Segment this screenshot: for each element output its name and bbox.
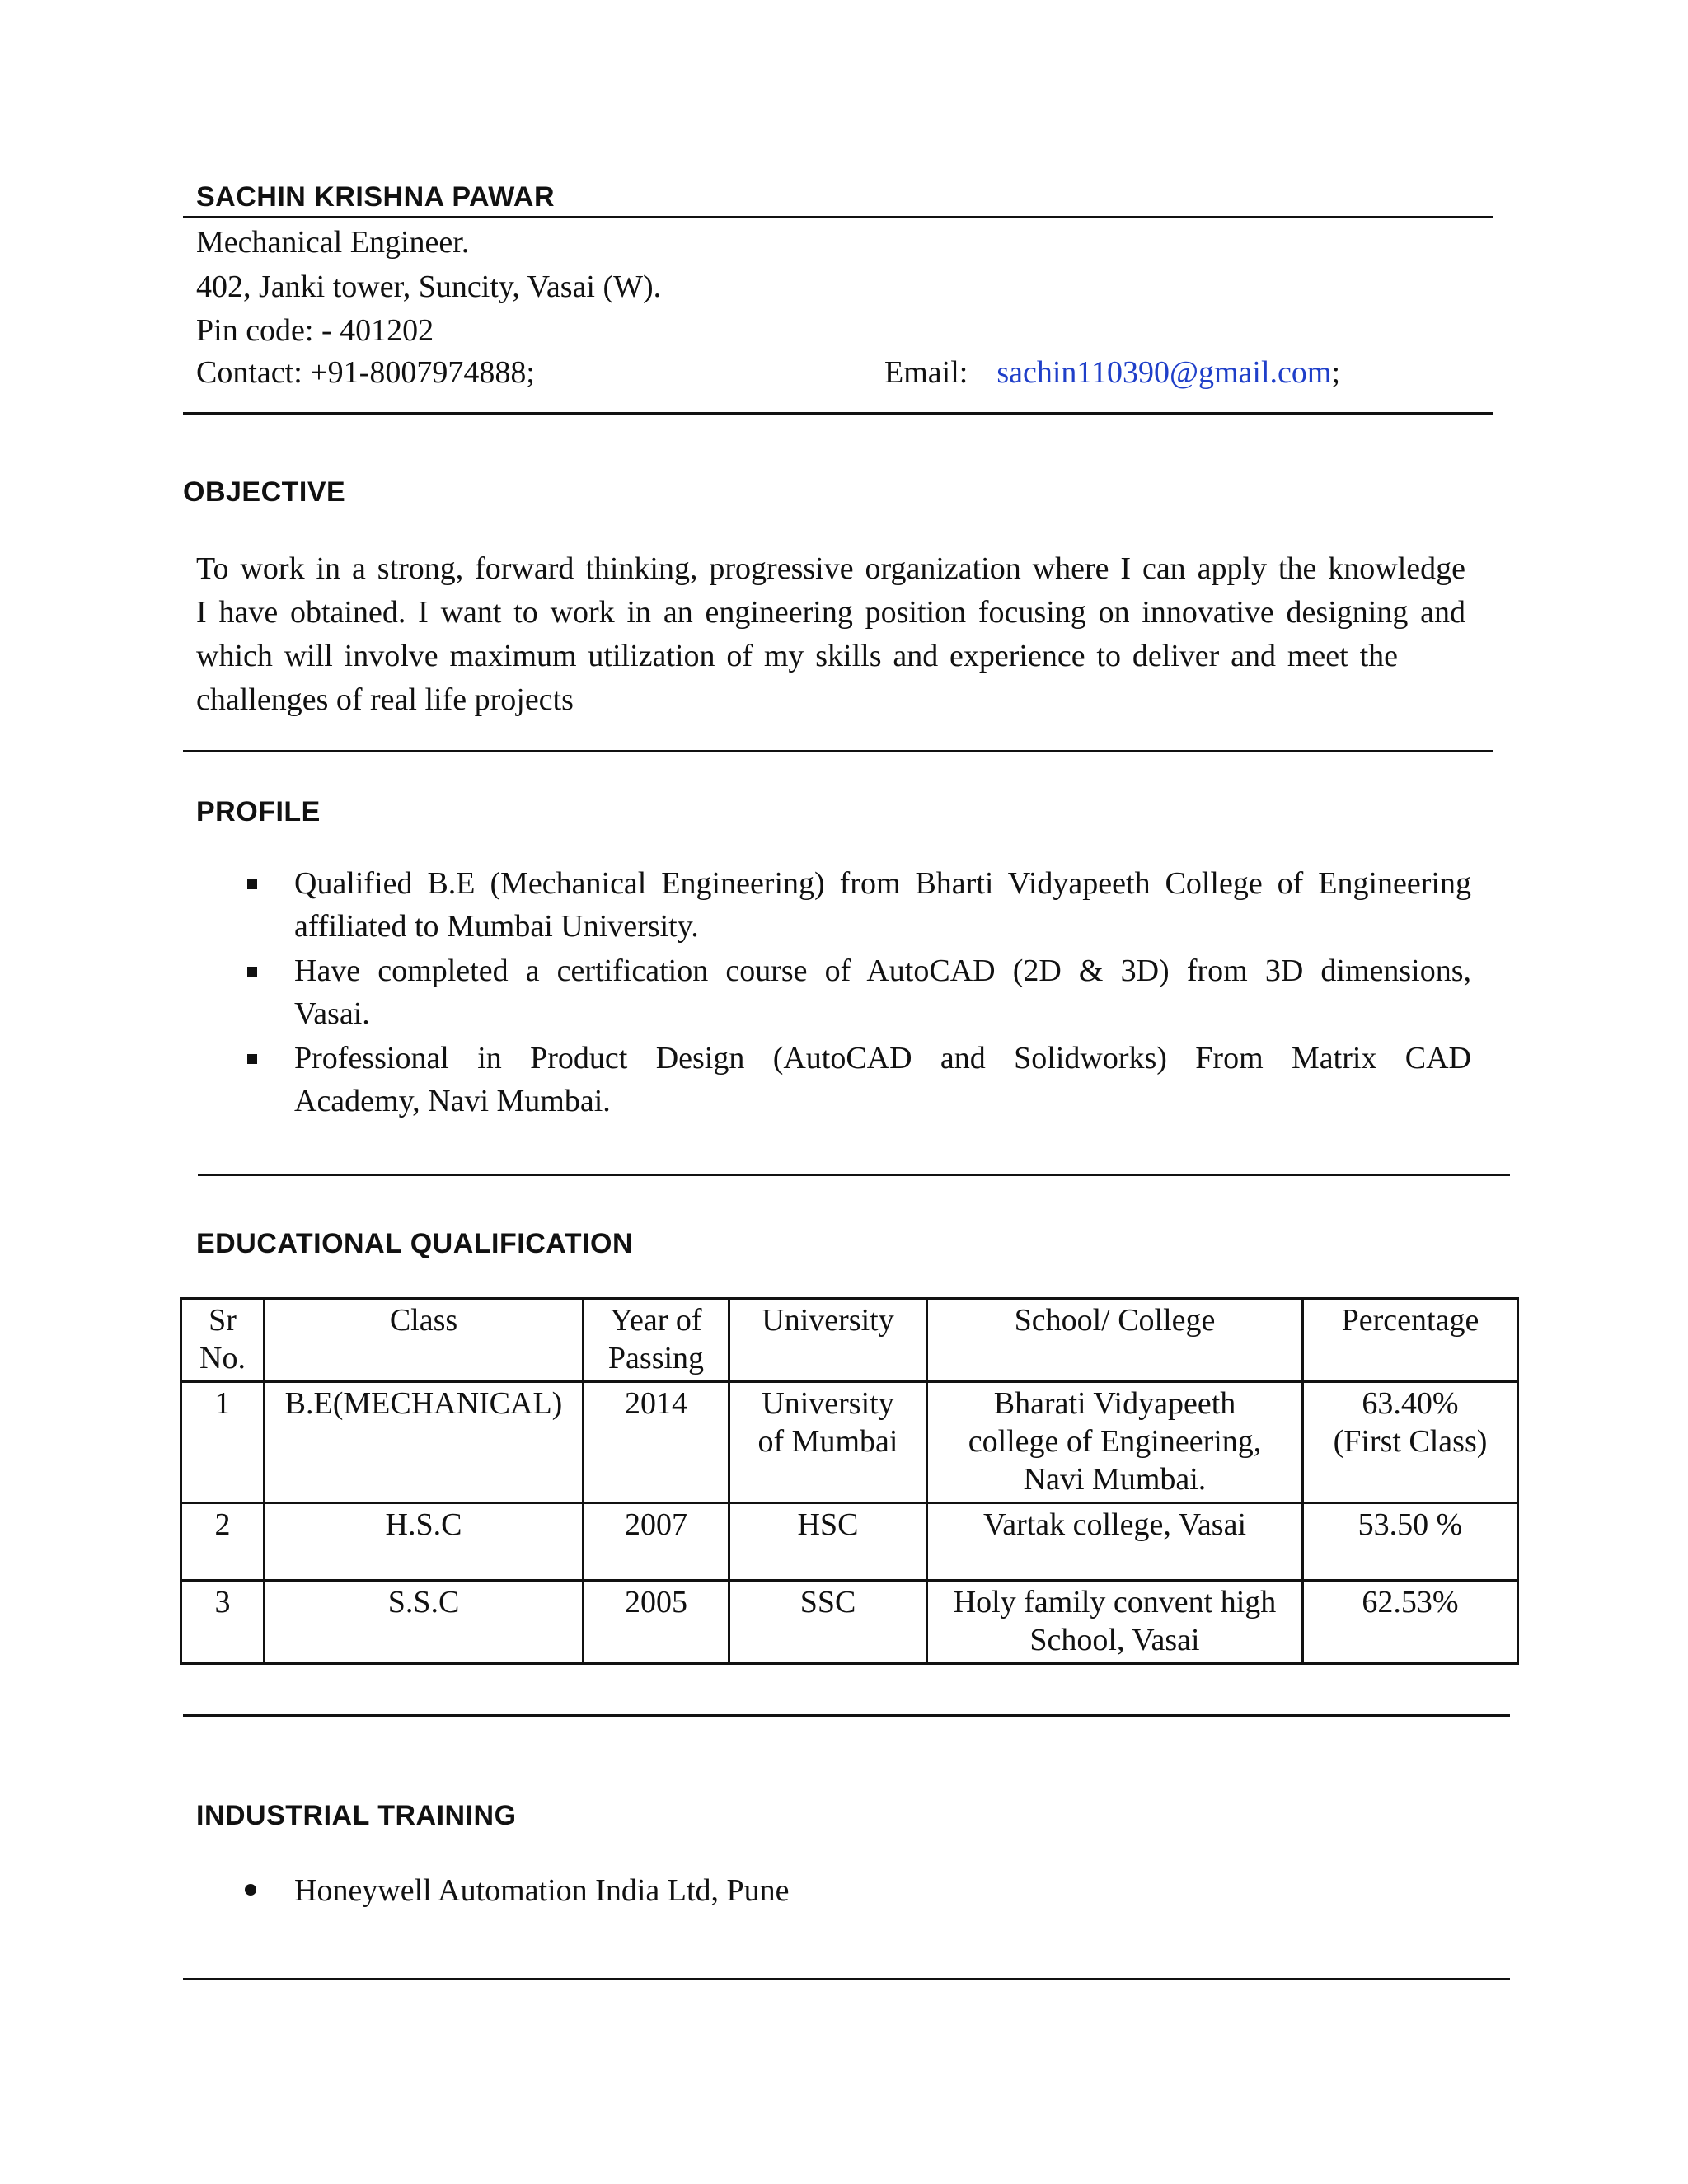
profile-item-line: Have completed a certification course of AutoCAD (2D & 3D) from 3D dimensions, [294, 954, 1471, 988]
candidate-address: 402, Janki tower, Suncity, Vasai (W). [196, 269, 662, 304]
email-line [884, 351, 1340, 395]
profile-item [294, 1037, 1471, 1122]
candidate-contact: Contact: +91-8007974888; [196, 355, 535, 390]
cell-university: SSC [729, 1581, 927, 1664]
column-header-school: School/ College [927, 1299, 1303, 1382]
cell-percentage: 53.50 % [1303, 1503, 1518, 1581]
table-row [181, 1503, 1518, 1581]
objective-line: which will involve maximum utilization of my skills and experience to deliver and meet the [196, 639, 1398, 673]
training-bottom-rule [183, 1978, 1510, 1980]
cell-year: 2007 [584, 1503, 729, 1581]
profile-bottom-rule [198, 1174, 1510, 1176]
column-header-percentage: Percentage [1303, 1299, 1518, 1382]
cell-class: S.S.C [265, 1581, 584, 1664]
objective-bottom-rule [183, 750, 1493, 752]
cell-year: 2005 [584, 1581, 729, 1664]
profile-item-line: Academy, Navi Mumbai. [294, 1084, 611, 1118]
training-item [294, 1869, 1471, 1912]
cell-sr: 1 [181, 1382, 265, 1503]
candidate-name: SACHIN KRISHNA PAWAR [196, 181, 556, 213]
profile-item [294, 862, 1471, 948]
cell-school: Vartak college, Vasai [927, 1503, 1303, 1581]
training-item-label: Honeywell Automation India Ltd, Pune [294, 1873, 790, 1908]
cell-school: Bharati Vidyapeeth college of Engineering, Navi Mumbai. [927, 1382, 1303, 1503]
objective-heading: OBJECTIVE [183, 476, 346, 508]
cell-class: H.S.C [265, 1503, 584, 1581]
email-suffix: ; [1331, 355, 1340, 390]
cell-year: 2014 [584, 1382, 729, 1503]
cell-university: HSC [729, 1503, 927, 1581]
training-heading: INDUSTRIAL TRAINING [196, 1800, 517, 1831]
cell-school: Holy family convent high School, Vasai [927, 1581, 1303, 1664]
education-heading: EDUCATIONAL QUALIFICATION [196, 1228, 634, 1259]
education-table [180, 1297, 1519, 1665]
square-bullet-icon [247, 967, 257, 977]
profile-item-line: affiliated to Mumbai University. [294, 909, 699, 944]
candidate-pincode: Pin code: - 401202 [196, 313, 434, 348]
objective-line: I have obtained. I want to work in an engineering position focusing on innovative designing and [196, 595, 1465, 630]
square-bullet-icon [247, 1054, 257, 1064]
table-row [181, 1581, 1518, 1664]
table-row [181, 1382, 1518, 1503]
header-top-rule [183, 216, 1493, 218]
cell-sr: 2 [181, 1503, 265, 1581]
candidate-title: Mechanical Engineer. [196, 225, 470, 260]
education-bottom-rule [183, 1714, 1510, 1717]
cell-class: B.E(MECHANICAL) [265, 1382, 584, 1503]
training-list [294, 1869, 1471, 1912]
cell-sr: 3 [181, 1581, 265, 1664]
cell-university: University of Mumbai [729, 1382, 927, 1503]
profile-heading: PROFILE [196, 796, 321, 827]
objective-line: To work in a strong, forward thinking, progressive organization where I can apply the knowledge [196, 551, 1465, 586]
column-header-year: Year of Passing [584, 1299, 729, 1382]
profile-item-line: Vasai. [294, 996, 370, 1031]
round-bullet-icon [245, 1884, 256, 1896]
column-header-class: Class [265, 1299, 584, 1382]
profile-item [294, 949, 1471, 1035]
table-header-row [181, 1299, 1518, 1382]
profile-item-line: Professional in Product Design (AutoCAD and Solidworks) From Matrix CAD [294, 1041, 1471, 1076]
profile-list [294, 862, 1471, 1124]
objective-line: challenges of real life projects [196, 682, 574, 717]
header-bottom-rule [183, 412, 1493, 415]
cell-percentage: 63.40% (First Class) [1303, 1382, 1518, 1503]
column-header-university: University [729, 1299, 927, 1382]
objective-text [196, 547, 1465, 722]
email-label: Email: [884, 355, 968, 390]
email-link[interactable]: sachin110390@gmail.com [996, 355, 1332, 390]
cell-percentage: 62.53% [1303, 1581, 1518, 1664]
column-header-sr: Sr No. [181, 1299, 265, 1382]
profile-item-line: Qualified B.E (Mechanical Engineering) from Bharti Vidyapeeth College of Engineering [294, 866, 1471, 901]
square-bullet-icon [247, 879, 257, 889]
